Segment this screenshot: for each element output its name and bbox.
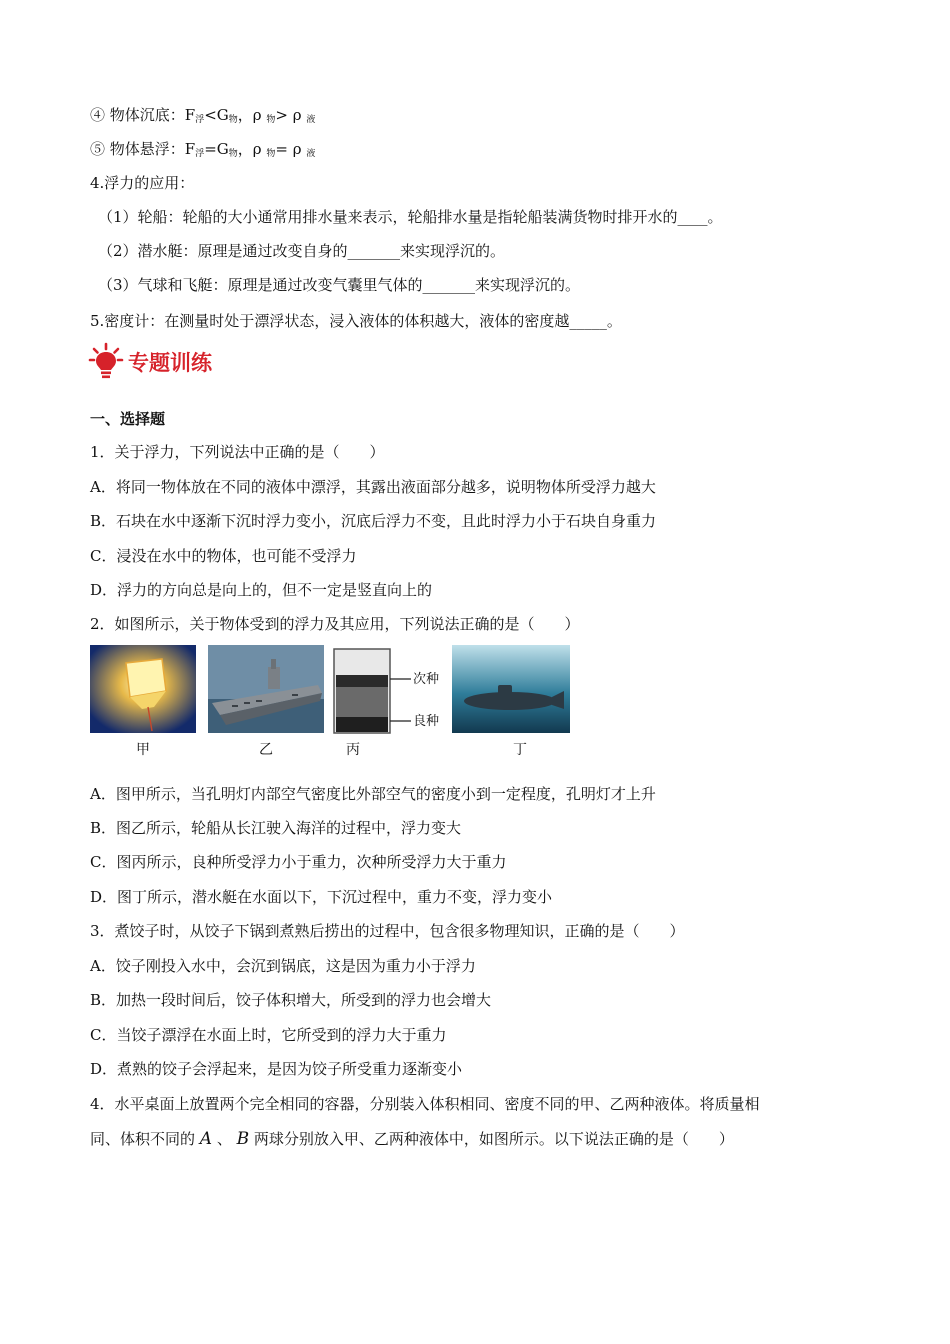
- suspend-text: = ρ: [275, 140, 307, 158]
- subscript: 浮: [195, 115, 205, 125]
- application-submarine: （2）潜水艇：原理是通过改变自身的_______来实现浮沉的。: [98, 242, 506, 260]
- q2-option-a: A．图甲所示，当孔明灯内部空气密度比外部空气的密度小到一定程度，孔明灯才上升: [90, 785, 656, 803]
- section-header: [88, 342, 212, 382]
- label-good-seed: 良种: [413, 714, 440, 729]
- sky-lantern-image: [90, 645, 196, 733]
- caption-yi: 乙: [259, 742, 273, 758]
- q3-stem: 3．煮饺子时，从饺子下锅到煮熟后捞出的过程中，包含很多物理知识，正确的是（ ）: [90, 922, 685, 940]
- subscript: 物: [228, 115, 238, 125]
- lightbulb-icon: [88, 342, 124, 382]
- sink-text: ，ρ: [237, 106, 267, 124]
- subscript: 物: [266, 115, 276, 125]
- hydrometer-line: 5.密度计：在测量时处于漂浮状态，浸入液体的体积越大，液体的密度越_____。: [90, 312, 622, 330]
- q4-text: 同、体积不同的: [90, 1130, 200, 1148]
- q1-option-c: C．浸没在水中的物体，也可能不受浮力: [90, 547, 357, 565]
- subscript: 液: [306, 149, 316, 159]
- sink-condition: [90, 104, 315, 129]
- submarine-image: [452, 645, 570, 733]
- sink-text: > ρ: [275, 106, 307, 124]
- aircraft-carrier-image: [208, 645, 324, 733]
- q1-option-d: D．浮力的方向总是向上的，但不一定是竖直向上的: [90, 581, 433, 599]
- q3-option-a: A．饺子刚投入水中，会沉到锅底，这是因为重力小于浮力: [90, 957, 476, 975]
- sink-text: <G: [204, 106, 229, 124]
- sink-text: ④ 物体沉底：F: [90, 106, 196, 124]
- q3-option-d: D．煮熟的饺子会浮起来，是因为饺子所受重力逐渐变小: [90, 1060, 463, 1078]
- suspend-condition: [90, 138, 315, 163]
- q4-text: 两球分别放入甲、乙两种液体中，如图所示。以下说法正确的是（ ）: [249, 1130, 734, 1148]
- label-secondary-seed: 次种: [413, 672, 440, 687]
- suspend-text: ，ρ: [237, 140, 267, 158]
- caption-ding: 丁: [513, 742, 527, 758]
- q1-option-a: A．将同一物体放在不同的液体中漂浮，其露出液面部分越多，说明物体所受浮力越大: [90, 478, 656, 496]
- category-heading: 一、选择题: [90, 410, 166, 428]
- q2-option-b: B．图乙所示，轮船从长江驶入海洋的过程中，浮力变大: [90, 819, 462, 837]
- subscript: 物: [266, 149, 276, 159]
- subscript: 液: [306, 115, 316, 125]
- section-title: 专题训练: [128, 351, 212, 375]
- q3-option-c: C．当饺子漂浮在水面上时，它所受到的浮力大于重力: [90, 1026, 447, 1044]
- applications-heading: 4.浮力的应用：: [90, 174, 195, 192]
- variable-a: A: [199, 1129, 213, 1149]
- caption-bing: 丙: [346, 742, 360, 758]
- q1-option-b: B．石块在水中逐渐下沉时浮力变小，沉底后浮力不变，且此时浮力小于石块自身重力: [90, 512, 657, 530]
- q4-text: 、: [212, 1130, 237, 1148]
- suspend-text: ⑤ 物体悬浮：F: [90, 140, 196, 158]
- q4-stem-line1: 4．水平桌面上放置两个完全相同的容器，分别装入体积相同、密度不同的甲、乙两种液体。将质量相: [90, 1095, 760, 1113]
- suspend-text: =G: [204, 140, 229, 158]
- application-ship: （1）轮船：轮船的大小通常用排水量来表示，轮船排水量是指轮船装满货物时排开水的____。: [98, 208, 723, 226]
- q3-option-b: B．加热一段时间后，饺子体积增大，所受到的浮力也会增大: [90, 991, 492, 1009]
- variable-b: B: [236, 1129, 250, 1149]
- caption-jia: 甲: [136, 742, 150, 758]
- q2-option-c: C．图丙所示，良种所受浮力小于重力，次种所受浮力大于重力: [90, 853, 507, 871]
- q2-option-d: D．图丁所示，潜水艇在水面以下，下沉过程中，重力不变，浮力变小: [90, 888, 553, 906]
- subscript: 物: [228, 149, 238, 159]
- q1-stem: 1．关于浮力，下列说法中正确的是（ ）: [90, 443, 385, 461]
- q2-stem: 2．如图所示，关于物体受到的浮力及其应用，下列说法正确的是（ ）: [90, 615, 580, 633]
- q4-stem-line2: [90, 1128, 734, 1150]
- subscript: 浮: [195, 149, 205, 159]
- seed-beaker-image: [331, 645, 443, 735]
- q2-figures: [90, 645, 580, 760]
- application-balloon: （3）气球和飞艇：原理是通过改变气囊里气体的_______来实现浮沉的。: [98, 276, 581, 294]
